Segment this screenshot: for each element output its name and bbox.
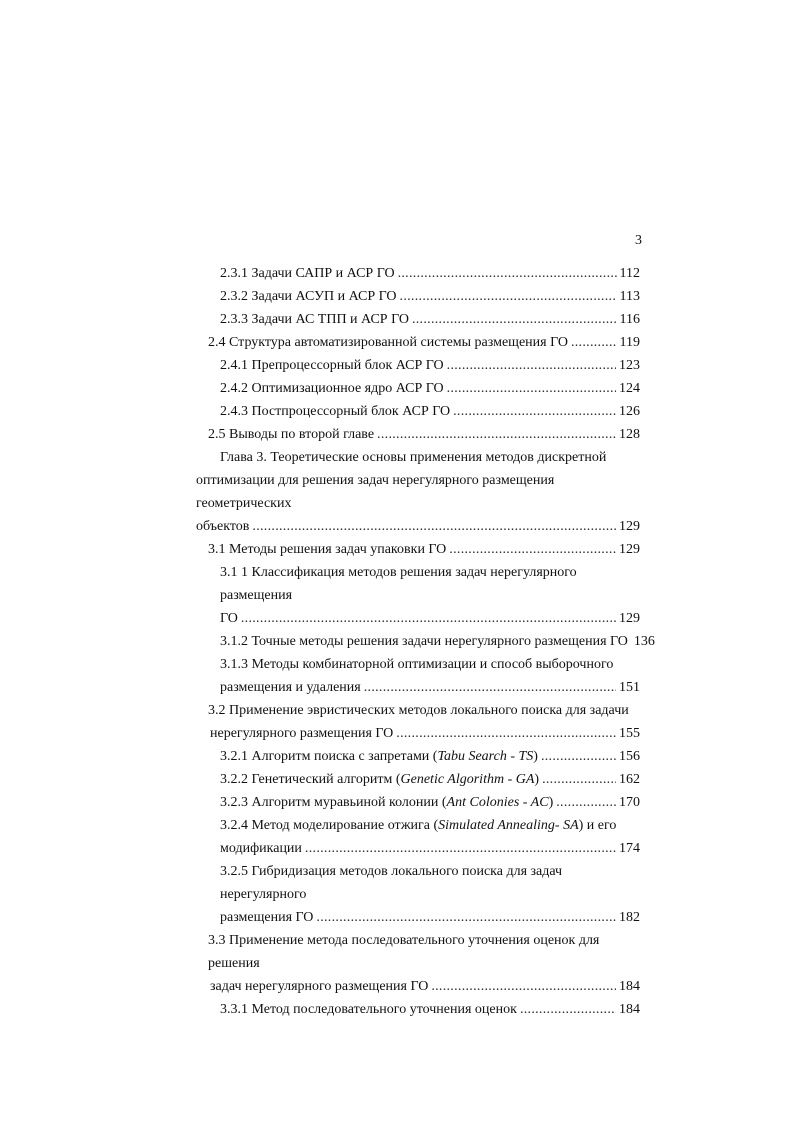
toc-page-number: 116 <box>619 312 640 327</box>
toc-entry[interactable] <box>220 745 640 768</box>
toc-leader-dots <box>396 722 616 745</box>
toc-leader-dots <box>453 400 616 423</box>
toc-entry[interactable] <box>0 561 640 630</box>
toc-page-number: 126 <box>619 404 640 419</box>
toc-entry-title-continued: задач нерегулярного размещения ГО <box>210 979 429 994</box>
toc-entry-title: 3.1.3 Методы комбинаторной оптимизации и способ выборочного <box>220 657 614 672</box>
toc-page-number: 129 <box>619 542 640 557</box>
toc-leader-dots <box>556 791 616 814</box>
toc-entry-title-text: ) <box>534 772 540 787</box>
toc-page-number: 124 <box>619 381 640 396</box>
toc-leader-dots <box>542 768 616 791</box>
toc-entry[interactable] <box>208 538 640 561</box>
toc-entry[interactable] <box>220 285 640 308</box>
toc-entry-title-continued: объектов <box>196 519 250 534</box>
toc-leader-dots <box>398 262 617 285</box>
toc-page-number: 113 <box>619 289 640 304</box>
toc-entry-title: 2.4 Структура автоматизированной системы размещения ГО <box>208 335 568 350</box>
toc-chapter-entry[interactable] <box>0 446 640 538</box>
toc-entry-title: 3.1 Методы решения задач упаковки ГО <box>208 542 447 557</box>
toc-page-number: 151 <box>619 680 640 695</box>
toc-entry-title-italic: Simulated Annealing- SA <box>438 818 579 833</box>
toc-entry[interactable] <box>208 331 640 354</box>
toc-page-number: 128 <box>619 427 640 442</box>
page-number: 3 <box>635 233 642 248</box>
toc-leader-dots <box>571 331 617 354</box>
toc-entry-title: 2.4.3 Постпроцессорный блок АСР ГО <box>220 404 451 419</box>
toc-page-number: 129 <box>619 611 640 626</box>
toc-entry-title-italic: Genetic Algorithm - GA <box>400 772 535 787</box>
toc-page-number: 162 <box>619 772 640 787</box>
toc-page-number: 156 <box>619 749 640 764</box>
toc-leader-dots <box>412 308 617 331</box>
toc-entry[interactable] <box>220 791 640 814</box>
toc-page-number: 129 <box>619 519 640 534</box>
toc-entry[interactable] <box>0 929 640 998</box>
toc-entry[interactable] <box>220 768 640 791</box>
toc-entry-title: 3.1.2 Точные методы решения задачи нерегулярного размещения ГО <box>220 634 628 649</box>
toc-entry-title-italic: Tabu Search - TS <box>437 749 534 764</box>
toc-page-number: 112 <box>619 266 640 281</box>
toc-entry-title-text: ) <box>548 795 554 810</box>
toc-entry-title-continued: ГО <box>220 611 238 626</box>
toc-entry[interactable] <box>208 423 640 446</box>
toc-entry-title-continued: нерегулярного размещения ГО <box>210 726 394 741</box>
toc-page-number: 184 <box>619 1002 640 1017</box>
toc-page-number: 119 <box>619 335 640 350</box>
toc-entry[interactable] <box>0 814 640 860</box>
toc-entry-title <box>220 791 553 814</box>
toc-leader-dots <box>241 607 616 630</box>
toc-leader-dots <box>364 676 616 699</box>
toc-leader-dots <box>449 538 616 561</box>
toc-page-number: 155 <box>619 726 640 741</box>
toc-entry-title-text: 3.2.1 Алгоритм поиска с запретами ( <box>220 749 438 764</box>
toc-entry-title: 3.3 Применение метода последовательного уточнения оценок для решения <box>208 933 600 971</box>
toc-entry[interactable] <box>220 354 640 377</box>
toc-entry-title: 2.3.3 Задачи АС ТПП и АСР ГО <box>220 312 409 327</box>
toc-leader-dots <box>520 998 616 1021</box>
toc-page-number: 170 <box>619 795 640 810</box>
toc-entry-title-continued: модификации <box>220 841 302 856</box>
toc-entry-title <box>220 814 640 837</box>
toc-entry-title: 2.3.2 Задачи АСУП и АСР ГО <box>220 289 397 304</box>
toc-leader-dots <box>447 354 616 377</box>
toc-entry-title: 3.2 Применение эвристических методов локального поиска для задачи <box>208 703 629 718</box>
table-of-contents <box>0 262 795 1021</box>
toc-entry[interactable] <box>220 308 640 331</box>
toc-entry-title: 3.2.5 Гибридизация методов локального поиска для задач нерегулярного <box>220 864 563 902</box>
toc-entry-title-text: 3.2.3 Алгоритм муравьиной колонии ( <box>220 795 447 810</box>
toc-entry[interactable] <box>0 653 640 699</box>
toc-leader-dots <box>447 377 616 400</box>
toc-entry[interactable] <box>220 262 640 285</box>
toc-page-number: 123 <box>619 358 640 373</box>
toc-leader-dots <box>541 745 616 768</box>
toc-entry[interactable] <box>220 400 640 423</box>
toc-entry[interactable] <box>220 998 640 1021</box>
toc-entry-title-text: ) и его <box>578 818 617 833</box>
toc-page-number: 184 <box>619 979 640 994</box>
toc-entry-title: 2.5 Выводы по второй главе <box>208 427 375 442</box>
toc-entry-title-italic: Ant Colonies - AC <box>446 795 549 810</box>
toc-entry-title: 2.3.1 Задачи САПР и АСР ГО <box>220 266 395 281</box>
toc-entry[interactable] <box>0 860 640 929</box>
toc-page-number: 174 <box>619 841 640 856</box>
toc-entry[interactable] <box>0 699 640 745</box>
toc-entry-title-text: 3.2.4 Метод моделирование отжига ( <box>220 818 439 833</box>
toc-entry-title: 3.1 1 Классификация методов решения задач нерегулярного размещения <box>220 565 577 603</box>
toc-leader-dots <box>252 515 616 538</box>
toc-entry-title-continued: размещения ГО <box>220 910 314 925</box>
toc-entry-title <box>220 768 539 791</box>
toc-page-number: 136 <box>633 634 655 649</box>
toc-entry-title-text: 3.2.2 Генетический алгоритм ( <box>220 772 401 787</box>
toc-entry[interactable] <box>220 377 640 400</box>
toc-entry-title-continued: размещения и удаления <box>220 680 361 695</box>
toc-leader-dots <box>305 837 616 860</box>
toc-leader-dots <box>400 285 617 308</box>
toc-leader-dots <box>377 423 616 446</box>
toc-entry-title-continued: оптимизации для решения задач нерегулярного размещения геометрических <box>196 473 555 511</box>
toc-entry-title: 2.4.2 Оптимизационное ядро АСР ГО <box>220 381 444 396</box>
toc-leader-dots <box>316 906 616 929</box>
toc-entry[interactable] <box>220 630 655 653</box>
toc-page-number: 182 <box>619 910 640 925</box>
toc-entry-title: Глава 3. Теоретические основы применения методов дискретной <box>220 450 607 465</box>
toc-entry-title: 3.3.1 Метод последовательного уточнения оценок <box>220 1002 517 1017</box>
toc-entry-title-text: ) <box>533 749 538 764</box>
toc-entry-title <box>220 745 538 768</box>
toc-leader-dots <box>431 975 616 998</box>
toc-entry-title: 2.4.1 Препроцессорный блок АСР ГО <box>220 358 444 373</box>
